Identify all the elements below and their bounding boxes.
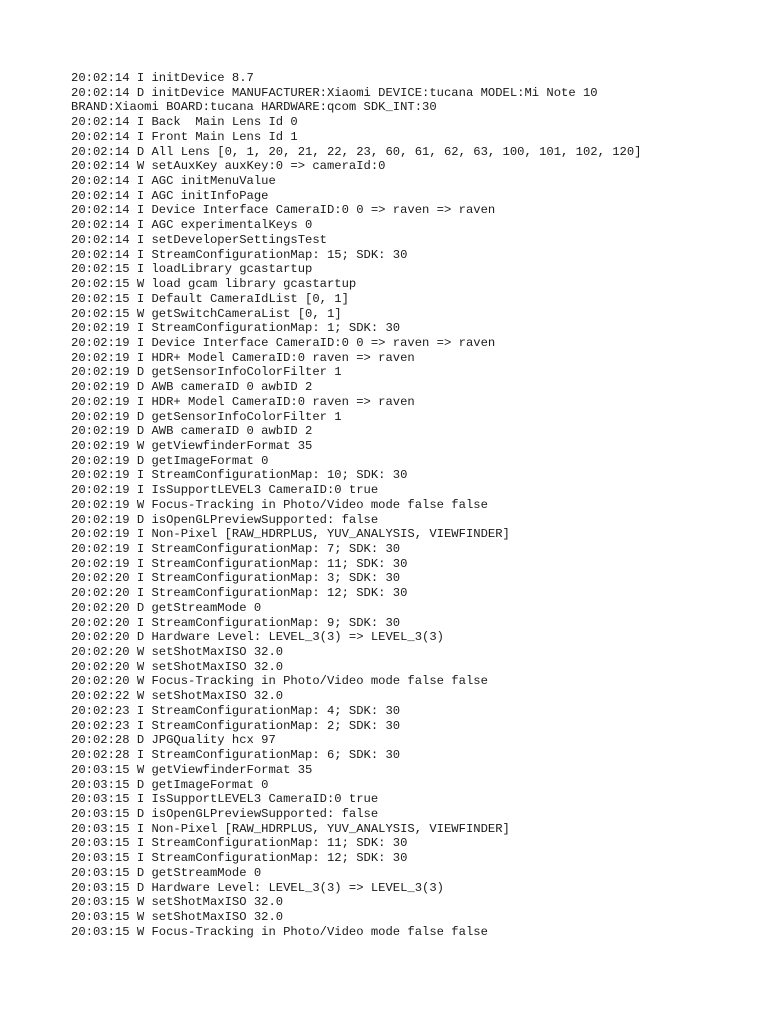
log-line: 20:02:19 W getViewfinderFormat 35: [71, 438, 313, 453]
log-line: 20:02:14 I AGC experimentalKeys 0: [71, 218, 313, 233]
log-line: 20:02:15 W getSwitchCameraList [0, 1]: [71, 306, 342, 321]
log-line: 20:02:19 I StreamConfigurationMap: 11; SDK: 30: [71, 556, 408, 571]
log-line: 20:02:20 W setShotMaxISO 32.0: [71, 659, 284, 674]
log-line: 20:02:19 D isOpenGLPreviewSupported: false: [71, 512, 379, 527]
log-line: 20:02:19 I HDR+ Model CameraID:0 raven => raven: [71, 394, 415, 409]
log-line: 20:02:20 W setShotMaxISO 32.0: [71, 645, 284, 660]
log-line: 20:02:20 D getStreamMode 0: [71, 600, 262, 615]
log-line: 20:02:23 I StreamConfigurationMap: 2; SDK: 30: [71, 718, 401, 733]
log-line: 20:02:20 I StreamConfigurationMap: 9; SDK: 30: [71, 615, 401, 630]
log-line: 20:03:15 D Hardware Level: LEVEL_3(3) => LEVEL_3(3): [71, 880, 444, 895]
log-line: 20:02:15 W load gcam library gcastartup: [71, 277, 357, 292]
log-line: 20:02:20 I StreamConfigurationMap: 3; SDK: 30: [71, 571, 401, 586]
log-line: 20:02:19 I Device Interface CameraID:0 0 => raven => raven: [71, 335, 496, 350]
log-line: 20:02:19 D getSensorInfoColorFilter 1: [71, 409, 342, 424]
log-line: 20:02:14 I setDeveloperSettingsTest: [71, 232, 327, 247]
log-line: 20:02:22 W setShotMaxISO 32.0: [71, 689, 284, 704]
log-line: 20:02:14 I Back Main Lens Id 0: [71, 115, 298, 130]
log-line: 20:02:19 D AWB cameraID 0 awbID 2: [71, 380, 313, 395]
log-line: 20:02:15 I loadLibrary gcastartup: [71, 262, 313, 277]
log-line: 20:02:19 I HDR+ Model CameraID:0 raven => raven: [71, 350, 415, 365]
log-text-block: [71, 71, 758, 939]
log-line: 20:02:14 I Front Main Lens Id 1: [71, 129, 298, 144]
log-line: 20:02:14 I AGC initMenuValue: [71, 174, 276, 189]
log-line: 20:02:19 D getImageFormat 0: [71, 453, 269, 468]
log-line: 20:02:19 I IsSupportLEVEL3 CameraID:0 true: [71, 483, 379, 498]
log-line: 20:02:19 D getSensorInfoColorFilter 1: [71, 365, 342, 380]
log-line: 20:03:15 I IsSupportLEVEL3 CameraID:0 true: [71, 792, 379, 807]
log-line: 20:02:14 I Device Interface CameraID:0 0 => raven => raven: [71, 203, 496, 218]
log-line: 20:02:14 W setAuxKey auxKey:0 => cameraId:0: [71, 159, 386, 174]
log-line: 20:03:15 D isOpenGLPreviewSupported: false: [71, 806, 379, 821]
log-line: 20:02:14 I StreamConfigurationMap: 15; SDK: 30: [71, 247, 408, 262]
log-line: 20:03:15 D getImageFormat 0: [71, 777, 269, 792]
log-line: 20:02:20 D Hardware Level: LEVEL_3(3) => LEVEL_3(3): [71, 630, 444, 645]
log-line: 20:03:15 W Focus-Tracking in Photo/Video mode false false: [71, 924, 488, 939]
log-line: 20:02:20 W Focus-Tracking in Photo/Video mode false false: [71, 674, 488, 689]
log-line: 20:02:28 D JPGQuality hcx 97: [71, 733, 276, 748]
log-line: 20:03:15 W setShotMaxISO 32.0: [71, 895, 284, 910]
log-line: 20:03:15 W getViewfinderFormat 35: [71, 762, 313, 777]
log-line: 20:02:14 D All Lens [0, 1, 20, 21, 22, 23, 60, 61, 62, 63, 100, 101, 102, 120]: [71, 144, 642, 159]
log-line: 20:03:15 I StreamConfigurationMap: 12; SDK: 30: [71, 851, 408, 866]
log-line: 20:03:15 I Non-Pixel [RAW_HDRPLUS, YUV_ANALYSIS, VIEWFINDER]: [71, 821, 510, 836]
log-line: 20:02:19 I StreamConfigurationMap: 1; SDK: 30: [71, 321, 401, 336]
log-line: 20:02:14 I AGC initInfoPage: [71, 188, 269, 203]
log-line: 20:02:28 I StreamConfigurationMap: 6; SDK: 30: [71, 748, 401, 763]
log-line: 20:03:15 I StreamConfigurationMap: 11; SDK: 30: [71, 836, 408, 851]
log-line: 20:02:19 I StreamConfigurationMap: 10; SDK: 30: [71, 468, 408, 483]
log-line: 20:02:19 I StreamConfigurationMap: 7; SDK: 30: [71, 542, 401, 556]
log-line: 20:02:19 D AWB cameraID 0 awbID 2: [71, 424, 313, 439]
log-line: 20:02:19 W Focus-Tracking in Photo/Video mode false false: [71, 497, 488, 512]
log-line: 20:02:23 I StreamConfigurationMap: 4; SDK: 30: [71, 703, 401, 718]
log-line: BRAND:Xiaomi BOARD:tucana HARDWARE:qcom SDK_INT:30: [71, 100, 437, 115]
log-line: 20:03:15 W setShotMaxISO 32.0: [71, 909, 284, 924]
log-line: 20:02:19 I Non-Pixel [RAW_HDRPLUS, YUV_ANALYSIS, VIEWFINDER]: [71, 527, 510, 542]
log-line: 20:03:15 D getStreamMode 0: [71, 865, 262, 880]
log-line: 20:02:20 I StreamConfigurationMap: 12; SDK: 30: [71, 586, 408, 601]
log-line: 20:02:14 I initDevice 8.7: [71, 71, 254, 85]
log-line: 20:02:15 I Default CameraIdList [0, 1]: [71, 291, 349, 306]
log-line: 20:02:14 D initDevice MANUFACTURER:Xiaomi DEVICE:tucana MODEL:Mi Note 10: [71, 85, 598, 100]
